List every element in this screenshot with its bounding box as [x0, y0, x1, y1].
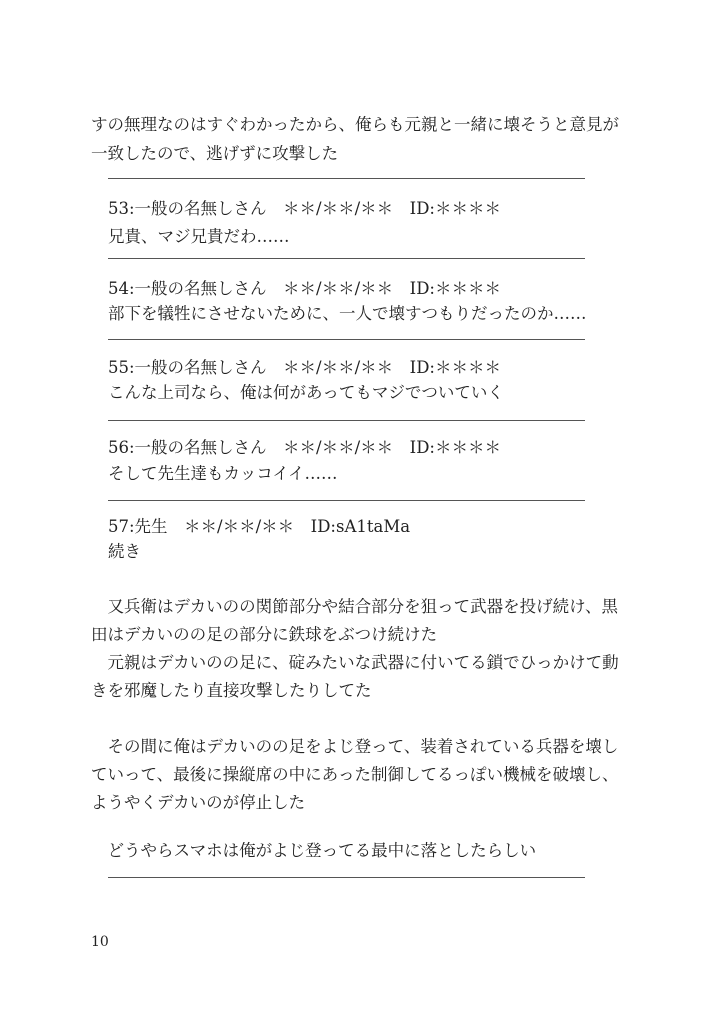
text-line: 田はデカいのの足の部分に鉄球をぶつけ続けた	[91, 625, 438, 644]
text-line: ていって、最後に操縦席の中にあった制御してるっぽい機械を破壊し、	[91, 765, 619, 784]
text-line: どうやらスマホは俺がよじ登ってる最中に落としたらしい	[91, 841, 537, 860]
text-line: ようやくデカいのが停止した	[91, 793, 306, 812]
divider	[108, 258, 585, 259]
divider	[108, 178, 585, 179]
divider	[108, 500, 585, 501]
post-body: 兄貴、マジ兄貴だわ……	[108, 227, 290, 246]
divider	[108, 420, 585, 421]
text-line: すの無理なのはすぐわかったから、俺らも元親と一緒に壊そうと意見が	[91, 115, 619, 134]
divider	[108, 877, 585, 878]
post-body: こんな上司なら、俺は何があってもマジでついていく	[108, 383, 504, 402]
post-body: そして先生達もカッコイイ……	[108, 464, 338, 483]
post-header: 53:一般の名無しさん ＊＊/＊＊/＊＊ ID:＊＊＊＊	[108, 199, 501, 218]
post-body: 続き	[108, 542, 141, 561]
text-line: きを邪魔したり直接攻撃したりしてた	[91, 681, 372, 700]
post-header: 56:一般の名無しさん ＊＊/＊＊/＊＊ ID:＊＊＊＊	[108, 438, 501, 457]
text-line: 又兵衛はデカいのの関節部分や結合部分を狙って武器を投げ続け、黒	[91, 597, 619, 616]
post-header: 57:先生 ＊＊/＊＊/＊＊ ID:sA1taMa	[108, 517, 411, 536]
text-line: その間に俺はデカいのの足をよじ登って、装着されている兵器を壊し	[91, 737, 619, 756]
divider	[108, 339, 585, 340]
post-header: 55:一般の名無しさん ＊＊/＊＊/＊＊ ID:＊＊＊＊	[108, 358, 501, 377]
post-body: 部下を犠牲にさせないために、一人で壊すつもりだったのか……	[108, 304, 587, 323]
text-line: 元親はデカいのの足に、碇みたいな武器に付いてる鎖でひっかけて動	[91, 653, 619, 672]
text-line: 一致したので、逃げずに攻撃した	[91, 144, 339, 163]
post-header: 54:一般の名無しさん ＊＊/＊＊/＊＊ ID:＊＊＊＊	[108, 279, 501, 298]
page-number: 10	[91, 934, 109, 950]
